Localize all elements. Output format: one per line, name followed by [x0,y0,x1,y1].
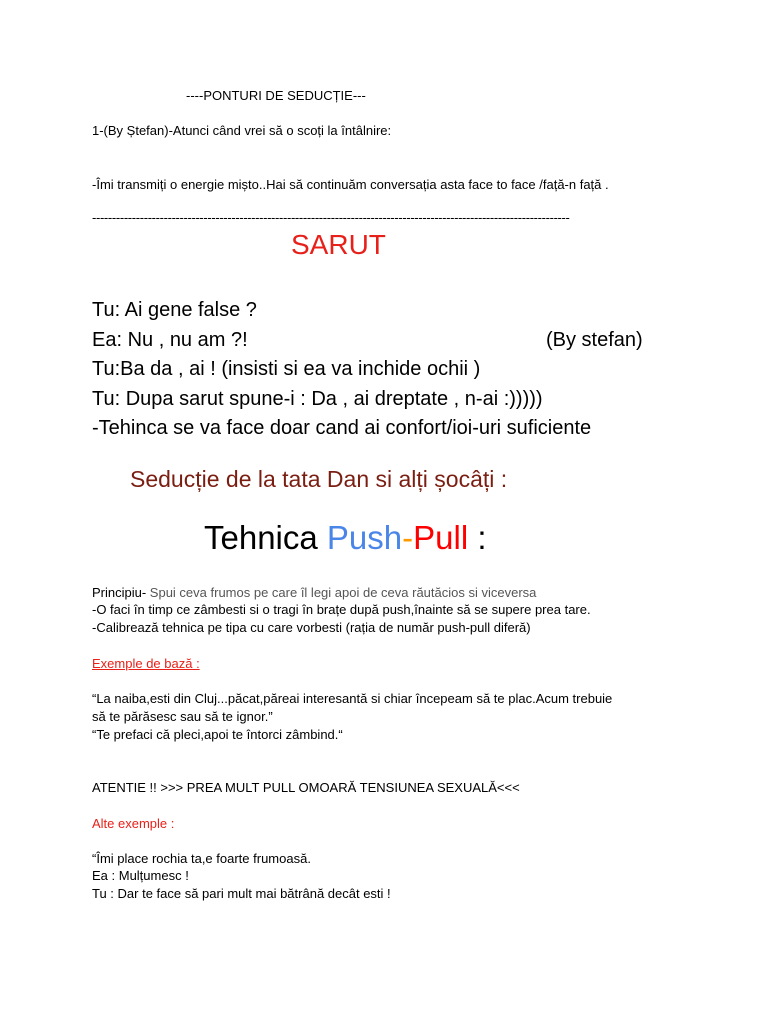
exemple-baza-heading: Exemple de bază : [92,656,200,671]
principiu-label: Principiu- [92,585,147,600]
principiu-line-3: -Calibrează tehnica pe tipa cu care vorbesti (rația de număr push-pull diferă) [92,620,531,635]
push-word: Push [326,519,403,556]
tehnica-heading [204,518,487,558]
intro-line: 1-(By Ștefan)-Atunci când vrei să o scoți la întâlnire: [92,123,392,138]
example-quote-2: “Te prefaci că pleci,apoi te întorci zâmbind.“ [92,727,343,742]
alte-exemple-heading: Alte exemple : [92,816,175,831]
sarut-line-1: Tu: Ai gene false ? [92,299,257,321]
alte-exemplu-line-2: Ea : Mulțumesc ! [92,868,189,883]
example-quote-1a: “La naiba,esti din Cluj...păcat,păreai interesantă si chiar începeam să te plac.Acum trebuie [92,691,613,706]
pull-word: Pull [413,519,469,556]
sarut-line-5: -Tehinca se va face doar cand ai confort/ioi-uri suficiente [92,417,592,439]
sarut-heading: SARUT [291,229,386,260]
tehnica-word: Tehnica [204,519,318,556]
seductie-heading: Seducție de la tata Dan si alți șocâți : [130,466,508,492]
alte-exemplu-line-1: “Îmi place rochia ta,e foarte frumoasă. [92,851,311,866]
sarut-line-3: Tu:Ba da , ai ! (insisti si ea va inchide ochii ) [92,358,481,380]
energy-line: -Îmi transmiți o energie mișto..Hai să continuăm conversația asta face to face /față-n față . [92,177,609,192]
sarut-line-2: Ea: Nu , nu am ?! [92,329,248,351]
principiu-line-2: -O faci în timp ce zâmbesti si o tragi în brațe după push,înainte să se supere prea tare. [92,602,591,617]
tehnica-colon: : [468,519,487,556]
alte-exemplu-line-3: Tu : Dar te face să pari mult mai bătrână decât esti ! [92,886,391,901]
atentie-warning: ATENTIE !! >>> PREA MULT PULL OMOARĂ TENSIUNEA SEXUALĂ<<< [92,780,520,795]
principiu-line-1 [92,585,536,601]
principiu-text: Spui ceva frumos pe care îl legi apoi de ceva răutăcios si viceversa [146,585,537,600]
doc-title: ----PONTURI DE SEDUCȚIE--- [186,88,366,103]
sarut-line-4: Tu: Dupa sarut spune-i : Da , ai dreptate , n-ai :))))) [92,388,543,410]
example-quote-1b: să te părăsesc sau să te ignor.” [92,709,273,724]
divider-line: ------------------------------------------------------------------------------------------------------------------------ [92,210,570,225]
sarut-byline: (By stefan) [546,329,643,351]
dash-char: - [402,519,414,556]
